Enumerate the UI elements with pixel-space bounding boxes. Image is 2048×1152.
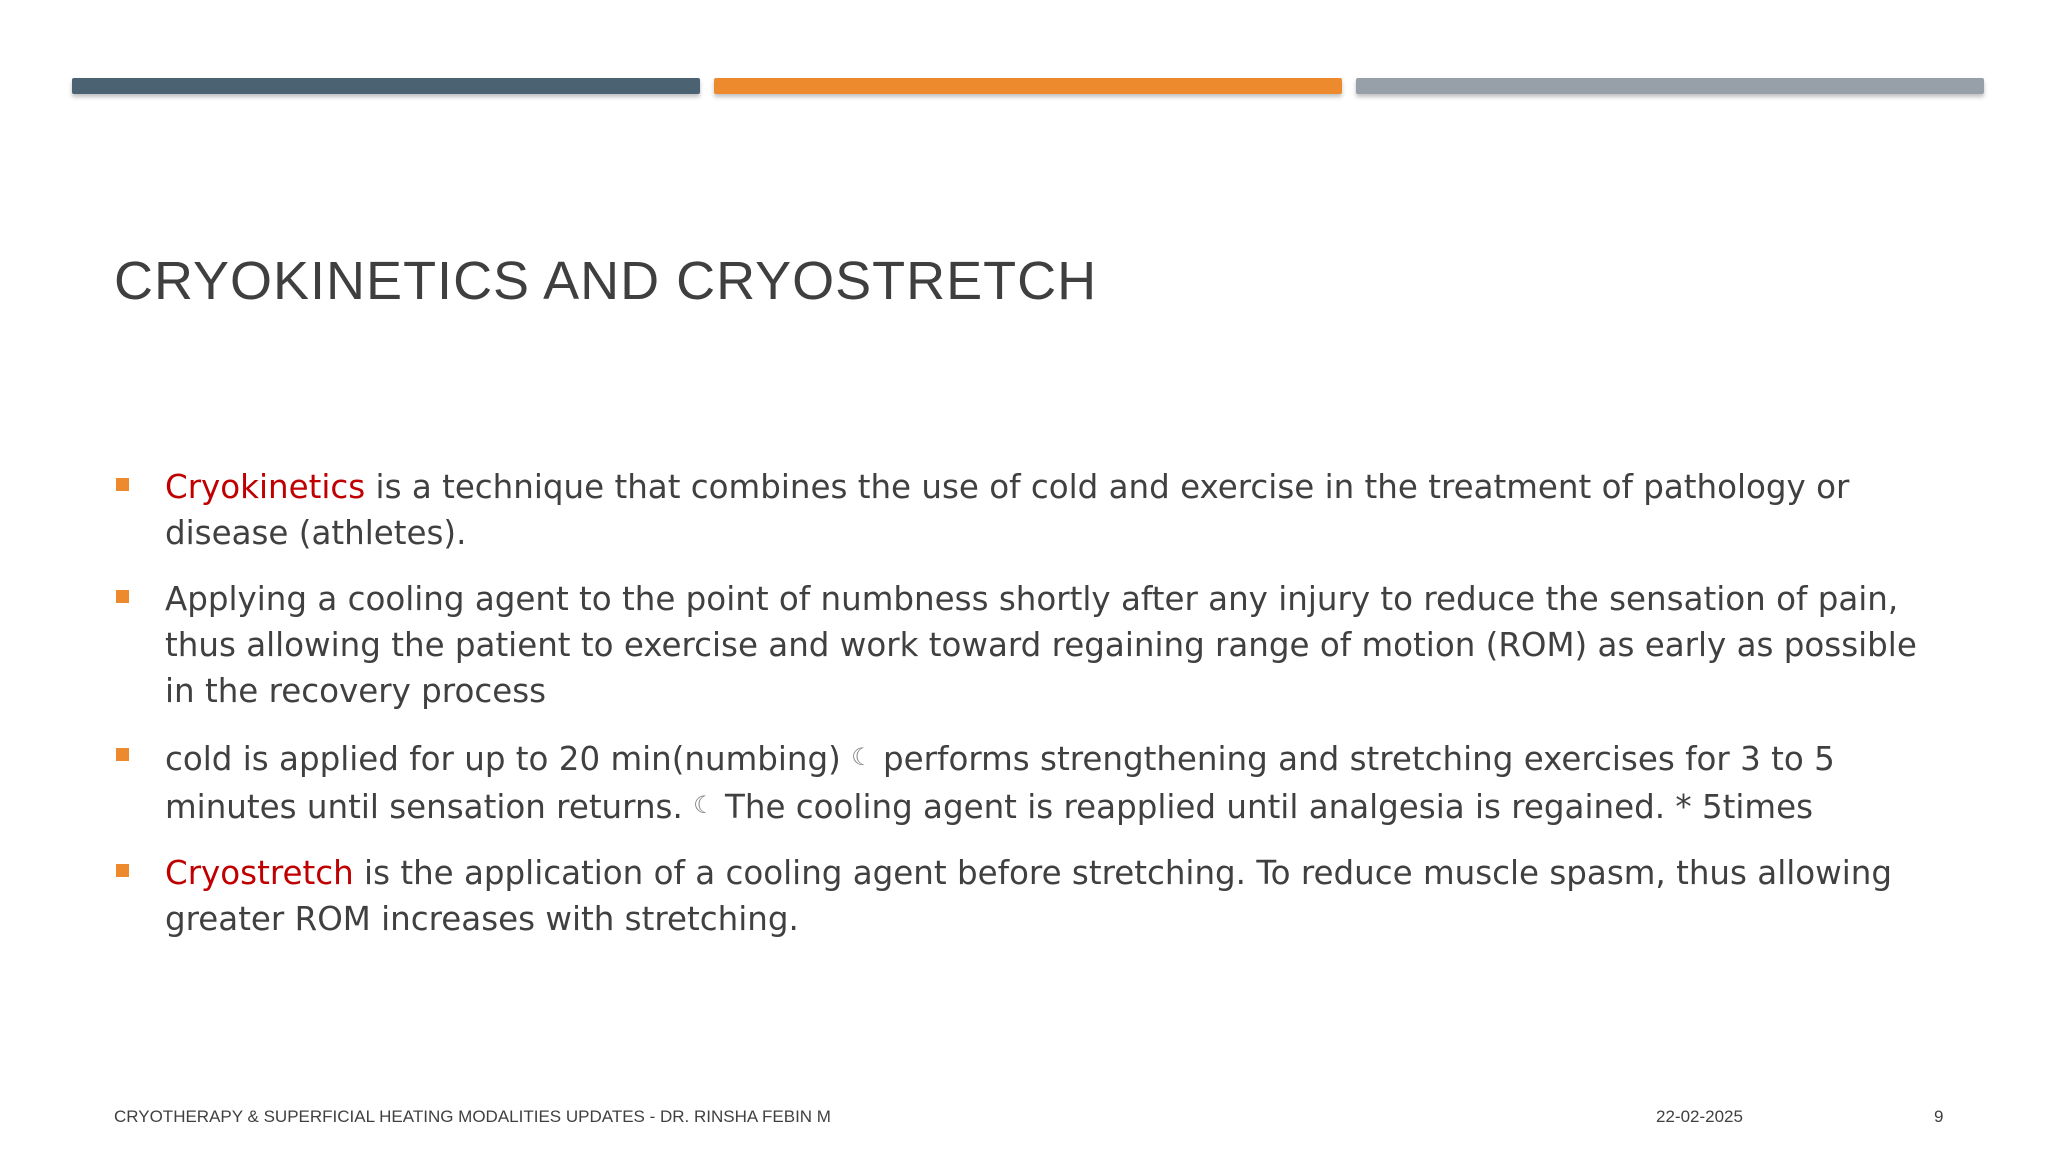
crescent-symbol-icon: ☾ bbox=[693, 791, 715, 819]
bullet-text: Applying a cooling agent to the point of numbness shortly after any injury to reduce the sensation of pain, thus allowing the patient to exercise and work toward regaining range of motion (ROM) as early as possible in the recovery process bbox=[165, 580, 1917, 710]
square-bullet-icon bbox=[116, 864, 129, 877]
header-bar-1 bbox=[72, 78, 700, 94]
square-bullet-icon bbox=[116, 590, 129, 603]
bullet-text-part2: performs strengthening and stretching exercises for 3 to 5 minutes until sensation returns. bbox=[165, 740, 1835, 826]
square-bullet-icon bbox=[116, 748, 129, 761]
header-bar-2 bbox=[714, 78, 1342, 94]
bullet-item-applying bbox=[114, 576, 1954, 714]
bullet-text-part3: The cooling agent is reapplied until analgesia is regained. * 5times bbox=[714, 788, 1814, 826]
footer-date: 22-02-2025 bbox=[1656, 1107, 1743, 1126]
header-bar-3 bbox=[1356, 78, 1984, 94]
bullet-item-cryokinetics bbox=[114, 464, 1954, 556]
bullet-text: is the application of a cooling agent before stretching. To reduce muscle spasm, thus allowing greater ROM increases with stretching. bbox=[165, 854, 1892, 938]
term-cryokinetics: Cryokinetics bbox=[165, 468, 366, 506]
square-bullet-icon bbox=[116, 478, 129, 491]
page-number: 9 bbox=[1934, 1107, 1944, 1126]
footer-title: CRYOTHERAPY & SUPERFICIAL HEATING MODALITIES UPDATES - DR. RINSHA FEBIN M bbox=[114, 1107, 831, 1126]
bullet-item-cryostretch bbox=[114, 850, 1954, 942]
bullet-text-part1: cold is applied for up to 20 min(numbing) bbox=[165, 740, 852, 778]
bullet-list bbox=[114, 464, 1954, 962]
bullet-item-cold-applied bbox=[114, 734, 1954, 830]
term-cryostretch: Cryostretch bbox=[165, 854, 354, 892]
slide-title: CRYOKINETICS AND CRYOSTRETCH bbox=[114, 251, 1098, 311]
crescent-symbol-icon: ☾ bbox=[851, 743, 873, 771]
bullet-text: is a technique that combines the use of cold and exercise in the treatment of pathology or disease (athletes). bbox=[165, 468, 1850, 552]
